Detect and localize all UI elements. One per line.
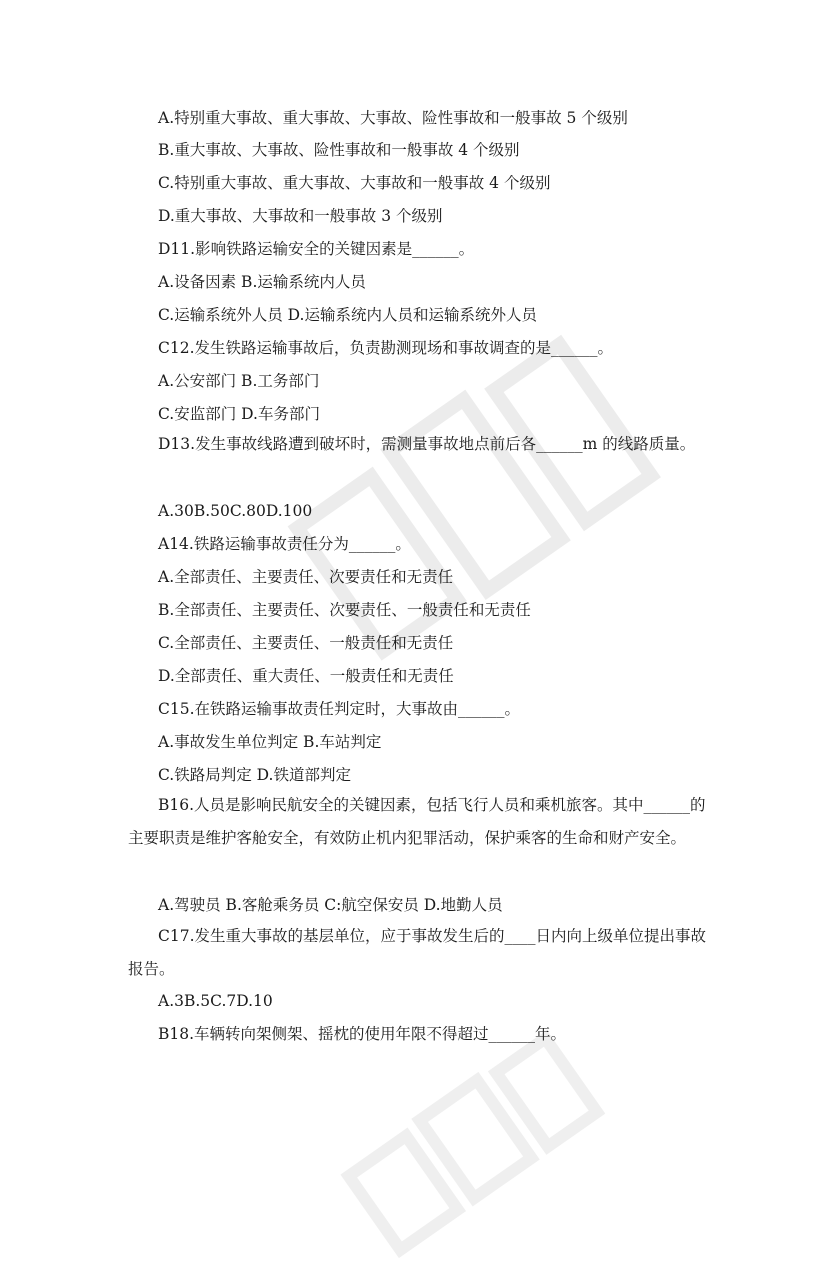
question-12-options-cd: C.安监部门 D.车务部门 [158, 405, 320, 423]
option-d-accident-levels: D.重大事故、大事故和一般事故 3 个级别 [158, 207, 443, 225]
question-15: C15.在铁路运输事故责任判定时，大事故由______。 [158, 700, 521, 718]
question-14-option-d: D.全部责任、重大责任、一般责任和无责任 [158, 667, 454, 685]
question-12-options-ab: A.公安部门 B.工务部门 [158, 372, 320, 390]
question-14-option-b: B.全部责任、主要责任、次要责任、一般责任和无责任 [158, 601, 531, 619]
question-15-options-ab: A.事故发生单位判定 B.车站判定 [158, 733, 382, 751]
question-15-options-cd: C.铁路局判定 D.铁道部判定 [158, 766, 351, 784]
question-18: B18.车辆转向架侧架、摇枕的使用年限不得超过______年。 [158, 1025, 567, 1043]
question-11: D11.影响铁路运输安全的关键因素是______。 [158, 240, 475, 258]
question-16: B16.人员是影响民航安全的关键因素，包括飞行人员和乘机旅客。其中______的主要职责是维护客舱安全，有效防止机内犯罪活动，保护乘客的生命和财产安全。 [128, 796, 706, 847]
question-13: D13.发生事故线路遭到破坏时，需测量事故地点前后各______m 的线路质量。 [158, 435, 696, 453]
question-12: C12.发生铁路运输事故后，负责勘测现场和事故调查的是______。 [158, 339, 614, 357]
option-a-accident-levels: A.特别重大事故、重大事故、大事故、险性事故和一般事故 5 个级别 [158, 109, 628, 127]
option-b-accident-levels: B.重大事故、大事故、险性事故和一般事故 4 个级别 [158, 141, 520, 159]
question-16-options: A.驾驶员 B.客舱乘务员 C:航空保安员 D.地勤人员 [158, 896, 503, 914]
question-17-options: A.3B.5C.7D.10 [158, 992, 273, 1010]
question-14-option-c: C.全部责任、主要责任、一般责任和无责任 [158, 634, 454, 652]
option-c-accident-levels: C.特别重大事故、重大事故、大事故和一般事故 4 个级别 [158, 174, 551, 192]
watermark-logo-bottom [321, 1011, 619, 1269]
question-14-option-a: A.全部责任、主要责任、次要责任和无责任 [158, 568, 454, 586]
question-11-options-ab: A.设备因素 B.运输系统内人员 [158, 273, 366, 291]
question-13-options: A.30B.50C.80D.100 [158, 502, 313, 520]
question-14: A14.铁路运输事故责任分为______。 [158, 535, 411, 553]
question-17: C17.发生重大事故的基层单位，应于事故发生后的____日内向上级单位提出事故报告。 [128, 927, 707, 978]
question-11-options-cd: C.运输系统外人员 D.运输系统内人员和运输系统外人员 [158, 306, 537, 324]
